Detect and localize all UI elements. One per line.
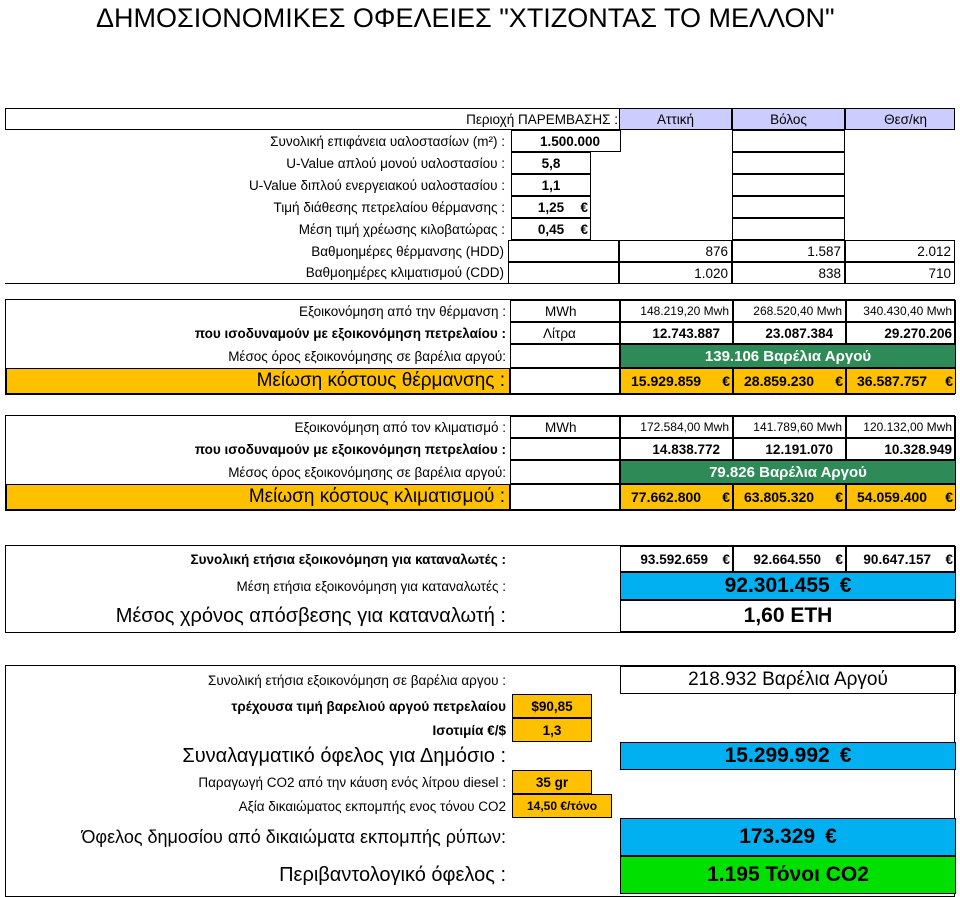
- euro-icon: €: [580, 221, 588, 237]
- page-title: ΔΗΜΟΣΙΟΝΟΜΙΚΕΣ ΟΦΕΛΕΙΕΣ "ΧΤΙΖΟΝΤΑΣ ΤΟ ΜΕΛΛΟΝ": [96, 3, 835, 33]
- empty-cell: [509, 262, 619, 284]
- param-value: 1.500.000: [511, 130, 621, 152]
- hdd-thessaloniki: 2.012: [845, 240, 955, 262]
- cooling-savings-volos: 141.789,60 Mwh: [733, 416, 846, 438]
- public-fx-row: [6, 718, 956, 742]
- cdd-volos: 838: [732, 262, 845, 284]
- heating-avg-row: [6, 344, 956, 368]
- cooling-oil-volos: 12.191.070: [733, 438, 846, 460]
- public-env-label: Περιβαντολογικό όφελος :: [279, 863, 506, 886]
- param-value: 1,1: [511, 174, 591, 196]
- public-benefit-row: [6, 742, 956, 770]
- public-co2-label: Παραγωγή CO2 από την κάυση ενός λίτρου diesel :: [198, 774, 506, 790]
- consumers-table: [5, 545, 955, 633]
- heating-cost-volos: 28.859.230 €: [733, 368, 846, 394]
- euro-icon: €: [835, 489, 843, 505]
- public-env-value: 1.195 Τόνοι CO2: [620, 856, 956, 894]
- empty-cell: [510, 368, 620, 394]
- euro-icon: €: [945, 551, 953, 567]
- public-price-value: $90,85: [512, 694, 592, 718]
- consumers-total-volos: 92.664.550 €: [733, 546, 846, 572]
- cooling-cost-attiki: 77.662.800 €: [620, 484, 733, 510]
- consumers-total-attiki: 93.592.659 €: [620, 546, 733, 572]
- empty-cell: [509, 240, 619, 262]
- hdd-volos: 1.587: [732, 240, 845, 262]
- hdd-row: [5, 240, 955, 262]
- euro-icon: €: [580, 199, 588, 215]
- heating-oil-unit: Λίτρα: [510, 322, 620, 344]
- param-row: [5, 174, 955, 196]
- cooling-savings-thessaloniki: 120.132,00 Mwh: [846, 416, 956, 438]
- public-env-row: [6, 856, 956, 894]
- heating-cost-thessaloniki: 36.587.757 €: [846, 368, 956, 394]
- heating-savings-row: [6, 300, 956, 322]
- heating-savings-unit: MWh: [510, 300, 620, 322]
- public-benefits-table: [5, 665, 955, 897]
- cooling-cost-row: [6, 484, 956, 510]
- heating-oil-volos: 23.087.384: [733, 322, 846, 344]
- public-price-row: [6, 694, 956, 718]
- empty-cell: [732, 218, 845, 240]
- consumers-avg-label: Μέση ετήσια εξοικονόμηση για καταναλωτές :: [236, 578, 506, 594]
- public-price-label: τρέχουσα τιμή βαρελιού αργού πετρελαίου: [231, 698, 506, 714]
- param-row: [5, 130, 955, 152]
- param-label: Τιμή διάθεσης πετρελαίου θέρμανσης :: [273, 199, 505, 215]
- cooling-oil-row: [6, 438, 956, 460]
- consumers-payback-row: [6, 600, 956, 632]
- consumers-total-label: Συνολική ετήσια εξοικονόμηση για καταναλωτές :: [190, 551, 506, 567]
- param-value: 5,8: [511, 152, 591, 174]
- public-barrels-label: Συνολική ετήσια εξοικονόμηση σε βαρέλια αργου :: [208, 672, 506, 688]
- cooling-oil-attiki: 14.838.772: [620, 438, 733, 460]
- public-permit-label: Αξία δικαιώματος εκπομπής ενος τόνου CO2: [238, 798, 506, 814]
- heating-oil-thessaloniki: 29.270.206: [846, 322, 956, 344]
- param-row: [5, 152, 955, 174]
- heating-savings-thessaloniki: 340.430,40 Mwh: [846, 300, 956, 322]
- heating-savings-attiki: 148.219,20 Mwh: [620, 300, 733, 322]
- cooling-cost-label: Μείωση κόστους κλιματισμού :: [6, 484, 510, 510]
- param-value: 0,45 €: [511, 218, 591, 240]
- heating-oil-attiki: 12.743.887: [620, 322, 733, 344]
- cooling-savings-row: [6, 416, 956, 438]
- consumers-payback-value: 1,60 ΕΤΗ: [620, 600, 956, 632]
- heating-oil-label: που ισοδυναμούν με εξοικονόμηση πετρελαίου :: [194, 325, 506, 341]
- param-label: U-Value απλού μονού υαλοστασίου :: [286, 155, 505, 171]
- cooling-cost-volos: 63.805.320 €: [733, 484, 846, 510]
- public-permit-value: 14,50 €/τόνο: [512, 794, 612, 818]
- cooling-savings-attiki: 172.584,00 Mwh: [620, 416, 733, 438]
- heating-cost-row: [6, 368, 956, 394]
- parameters-table: [5, 108, 955, 284]
- cdd-row: [5, 262, 955, 284]
- euro-icon: €: [825, 825, 837, 848]
- cooling-oil-thessaloniki: 10.328.949: [846, 438, 956, 460]
- cooling-avg-row: [6, 460, 956, 484]
- consumers-avg-value: 92.301.455 €: [620, 572, 956, 600]
- empty-cell: [732, 152, 845, 174]
- public-permit-benefit-value: 173.329 €: [620, 818, 956, 856]
- cooling-savings-label: Εξοικονόμηση από τον κλιματισμό :: [294, 419, 506, 435]
- cooling-avg-value: 79.826 Βαρέλια Αργού: [620, 460, 956, 484]
- heating-cost-label: Μείωση κόστους θέρμανσης :: [6, 368, 510, 394]
- region-header-row: [5, 108, 955, 130]
- heating-table: [5, 299, 955, 395]
- euro-icon: €: [722, 489, 730, 505]
- public-barrels-row: [6, 666, 956, 694]
- empty-cell: [732, 130, 845, 152]
- consumers-avg-row: [6, 572, 956, 600]
- heating-savings-label: Εξοικονόμηση από την θέρμανση :: [298, 303, 506, 319]
- cooling-cost-thessaloniki: 54.059.400 €: [846, 484, 956, 510]
- consumers-total-thessaloniki: 90.647.157 €: [846, 546, 956, 572]
- euro-icon: €: [839, 744, 852, 767]
- euro-icon: €: [835, 551, 843, 567]
- param-label: Συνολική επιφάνεια υαλοστασίων (m²) :: [270, 133, 505, 149]
- empty-cell: [732, 196, 845, 218]
- euro-icon: €: [945, 373, 953, 389]
- empty-cell: [510, 344, 620, 368]
- heating-oil-row: [6, 322, 956, 344]
- public-permit-row: [6, 794, 956, 818]
- param-row: [5, 196, 955, 218]
- public-co2-row: [6, 770, 956, 794]
- public-barrels-value: 218.932 Βαρέλια Αργού: [620, 666, 956, 694]
- param-label: U-Value διπλού ενεργειακού υαλοστασίου :: [248, 177, 505, 193]
- public-fx-value: 1,3: [512, 718, 592, 742]
- param-row: [5, 218, 955, 240]
- heating-avg-label: Μέσος όρος εξοικονόμησης σε βαρέλια αργού:: [228, 348, 506, 364]
- region-volos: Βόλος: [732, 108, 845, 130]
- hdd-label: Βαθμοημέρες θέρμανσης (HDD): [5, 240, 509, 262]
- cooling-savings-unit: MWh: [510, 416, 620, 438]
- euro-icon: €: [839, 574, 852, 597]
- heating-savings-volos: 268.520,40 Mwh: [733, 300, 846, 322]
- cdd-attiki: 1.020: [619, 262, 732, 284]
- region-attiki: Αττική: [619, 108, 732, 130]
- public-permit-benefit-row: [6, 818, 956, 856]
- euro-icon: €: [722, 551, 730, 567]
- empty-cell: [510, 484, 620, 510]
- cooling-avg-label: Μέσος όρος εξοικονόμησης σε βαρέλια αργού:: [228, 464, 506, 480]
- public-fx-label: Ισοτιμία €/$: [432, 722, 506, 738]
- heating-avg-value: 139.106 Βαρέλια Αργού: [620, 344, 956, 368]
- euro-icon: €: [945, 489, 953, 505]
- heating-cost-attiki: 15.929.859 €: [620, 368, 733, 394]
- euro-icon: €: [722, 373, 730, 389]
- consumers-total-row: [6, 546, 956, 572]
- param-value: 1,25 €: [511, 196, 591, 218]
- public-benefit-label: Συναλαγματικό όφελος για Δημόσιο :: [182, 744, 506, 767]
- empty-cell: [510, 438, 620, 460]
- empty-cell: [732, 174, 845, 196]
- public-co2-value: 35 gr: [512, 770, 592, 794]
- hdd-attiki: 876: [619, 240, 732, 262]
- cdd-thessaloniki: 710: [845, 262, 955, 284]
- cooling-table: [5, 415, 955, 511]
- param-label: Μέση τιμή χρέωσης κιλοβατώρας :: [298, 221, 505, 237]
- cooling-oil-label: που ισοδυναμούν με εξοικονόμηση πετρελαίου :: [194, 441, 506, 457]
- public-permit-benefit-label: Όφελος δημοσίου από δικαιώματα εκπομπής ρύπων:: [81, 826, 506, 847]
- public-benefit-value: 15.299.992 €: [620, 742, 956, 770]
- empty-cell: [510, 460, 620, 484]
- cdd-label: Βαθμοημέρες κλιματισμού (CDD): [5, 262, 509, 284]
- consumers-payback-label: Μέσος χρόνος απόσβεσης για καταναλωτή :: [115, 604, 506, 627]
- region-thessaloniki: Θεσ/κη: [845, 108, 955, 130]
- region-label: Περιοχή ΠΑΡΕΜΒΑΣΗΣ :: [5, 108, 622, 130]
- euro-icon: €: [835, 373, 843, 389]
